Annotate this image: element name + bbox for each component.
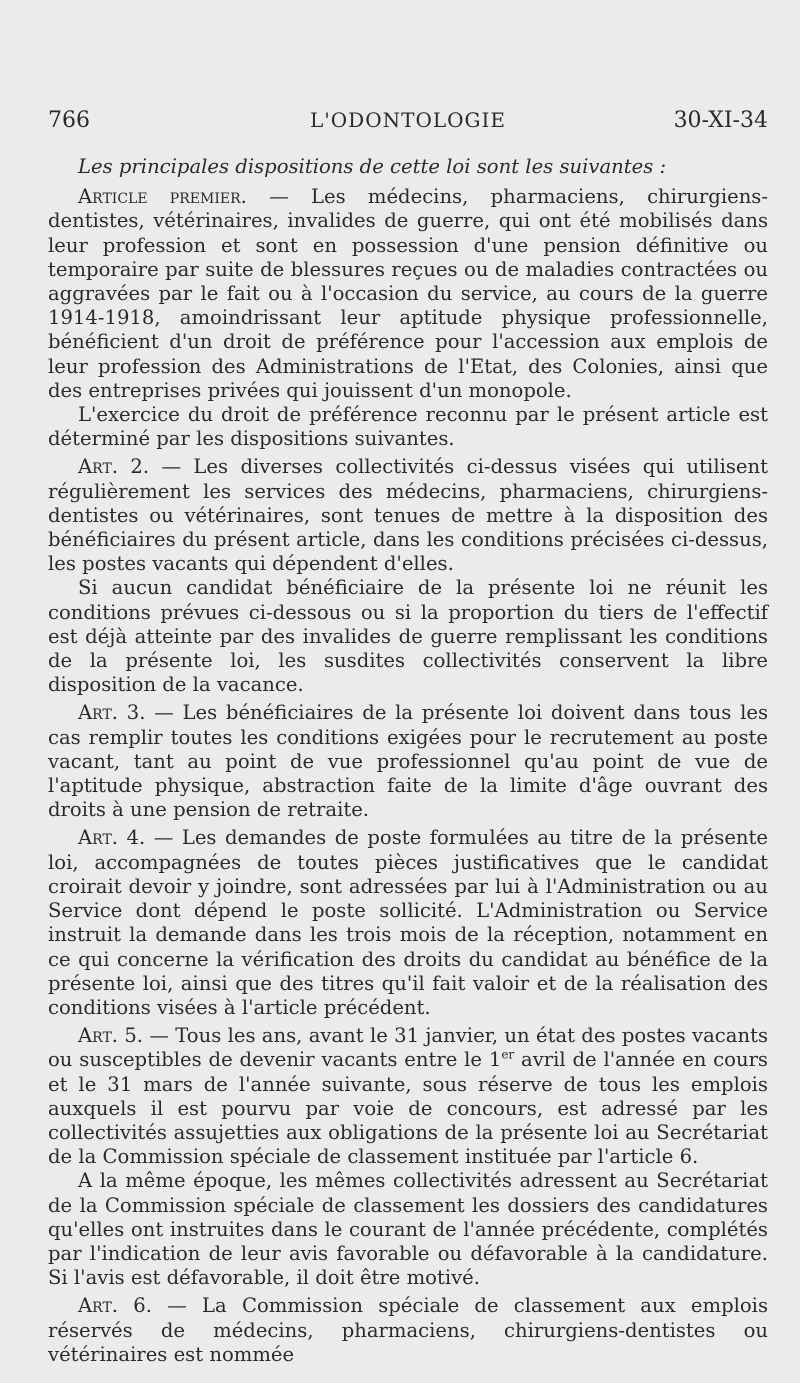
article-text: — Les bénéficiaires de la présente loi doivent dans tous les cas remplir toutes les conditions exigées pour le recrutement au poste vacant, tant au point de vue professionnel qu'au point de vue de l'aptitude physique, abstraction faite de la limite d'âge ouvrant des droits à une pension de retraite.	[48, 701, 769, 822]
article-4	[48, 826, 768, 1020]
article-6	[48, 1294, 768, 1367]
article-label: Art. 3.	[78, 701, 146, 725]
article-1	[48, 185, 768, 403]
article-text: — Les diverses collectivités ci-dessus visées qui utilisent régulièrement les services des médecins, pharmaciens, chirurgiens-dentistes ou vétérinaires, sont tenues de mettre à la disposition des bénéficiaires du présent article, dans les conditions précisées ci-dessus, les postes vacants qui dépendent d'elles.	[48, 455, 768, 576]
issue-date: 30-XI-34	[673, 108, 768, 133]
article-text: — Les médecins, pharmaciens, chirurgiens-dentistes, vétérinaires, invalides de guerre, qui ont été mobilisés dans leur profession et sont en possession d'une pension définitive ou temporaire par suite de blessures reçues ou de maladies contractées ou aggravées par le fait ou à l'occasion du service, au cours de la guerre 1914-1918, amoindrissant leur aptitude physique professionnelle, bénéficient d'un droit de préférence pour l'accession aux emplois de leur profession des Administrations de l'Etat, des Colonies, ainsi que des entreprises privées qui jouissent d'un monopole.	[48, 185, 768, 402]
article-5-para-2: A la même époque, les mêmes collectivités adressent au Secrétariat de la Commission spéciale de classement les dossiers des candidatures qu'elles ont instruites dans le courant de l'année précédente, complétés par l'indication de leur avis favorable ou défavorable à la candidature. Si l'avis est défavorable, il doit être motivé.	[48, 1169, 768, 1290]
page-number: 766	[48, 108, 90, 133]
article-3	[48, 701, 768, 822]
intro-line: Les principales dispositions de cette loi sont les suivantes :	[78, 155, 667, 178]
journal-title: L'ODONTOLOGIE	[310, 108, 506, 132]
body-text	[48, 155, 768, 1367]
article-2-para-2: Si aucun candidat bénéficiaire de la présente loi ne réunit les conditions prévues ci-dessous ou si la proportion du tiers de l'effectif est déjà atteinte par des invalides de guerre remplissant les conditions de la présente loi, les susdites collectivités conservent la libre disposition de la vacance.	[48, 576, 768, 697]
article-text-cont: avril de l'année en cours et le 31 mars de l'année suivante, sous réserve de tous les emplois auxquels il est pourvu par voie de concours, est adressé par les collectivités assujetties aux obligations de la présente loi au Secrétariat de la Commission spéciale de classement instituée par l'article 6.	[48, 1048, 768, 1169]
running-header	[48, 108, 768, 140]
article-1-para-2: L'exercice du droit de préférence reconnu par le présent article est déterminé par les dispositions suivantes.	[48, 403, 768, 451]
article-label: Art. 4.	[78, 826, 146, 850]
article-text: — Tous les ans, avant le 31 janvier, un état des postes vacants ou susceptibles de devenir vacants entre le 1	[48, 1024, 768, 1072]
superscript: er	[501, 1047, 515, 1062]
article-text: — La Commission spéciale de classement aux emplois réservés de médecins, pharmaciens, chirurgiens-dentistes ou vétérinaires est nommée	[48, 1294, 768, 1366]
article-label: Article premier.	[78, 185, 247, 209]
article-2	[48, 455, 768, 576]
article-text: — Les demandes de poste formulées au titre de la présente loi, accompagnées de toutes pièces justificatives que le candidat croirait devoir y joindre, sont adressées par lui à l'Administration ou au Service dont dépend le poste sollicité. L'Administration ou Service instruit la demande dans les trois mois de la réception, notamment en ce qui concerne la vérification des droits du candidat au bénéfice de la présente loi, ainsi que des titres qu'il fait valoir et de la réalisation des conditions visées à l'article précédent.	[48, 826, 768, 1019]
article-label: Art. 2.	[78, 455, 150, 479]
article-label: Art. 5.	[78, 1024, 144, 1048]
article-5	[48, 1024, 768, 1169]
article-label: Art. 6.	[78, 1294, 152, 1318]
